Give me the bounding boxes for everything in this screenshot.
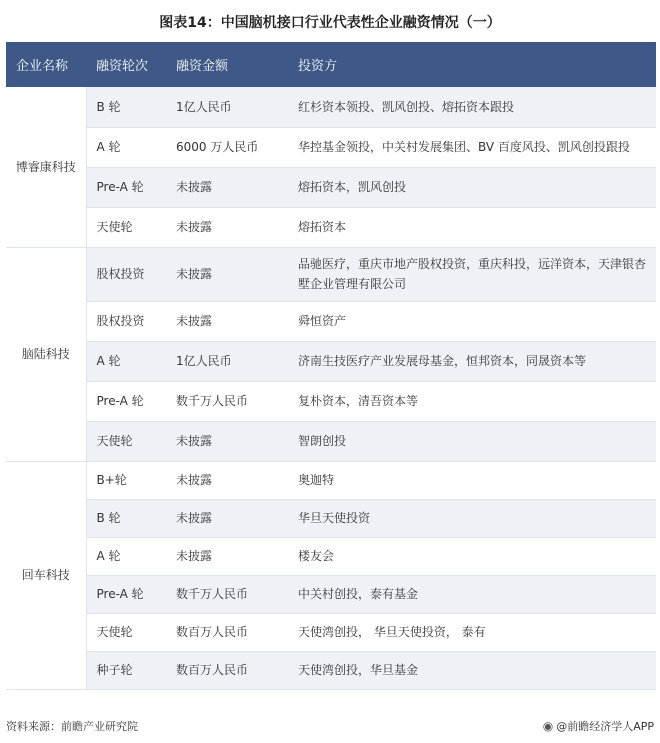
- table-row: [6, 651, 656, 689]
- investors-cell: 舜恒资产: [288, 301, 656, 341]
- amount-cell: 数百万人民币: [166, 613, 288, 651]
- investors-cell: 华控基金领投，中关村发展集团、BV 百度风投、凯风创投跟投: [288, 127, 656, 167]
- brand-label: @前瞻经济学人APP: [556, 720, 654, 733]
- company-name: 回车科技: [6, 461, 86, 689]
- round-cell: Pre-A 轮: [86, 381, 166, 421]
- round-cell: A 轮: [86, 127, 166, 167]
- round-cell: 股权投资: [86, 301, 166, 341]
- round-cell: A 轮: [86, 341, 166, 381]
- brand-credit: [543, 718, 654, 734]
- table-row: [6, 537, 656, 575]
- table-header-row: [6, 42, 656, 87]
- amount-cell: 数千万人民币: [166, 381, 288, 421]
- investors-cell: 中关村创投，泰有基金: [288, 575, 656, 613]
- round-cell: 股权投资: [86, 247, 166, 301]
- amount-cell: 未披露: [166, 461, 288, 499]
- amount-cell: 未披露: [166, 167, 288, 207]
- investors-cell: 智朗创投: [288, 421, 656, 461]
- investors-cell: 楼友会: [288, 537, 656, 575]
- amount-cell: 未披露: [166, 499, 288, 537]
- round-cell: B 轮: [86, 499, 166, 537]
- table-row: [6, 87, 656, 127]
- table-row: [6, 247, 656, 301]
- round-cell: Pre-A 轮: [86, 575, 166, 613]
- amount-cell: 未披露: [166, 207, 288, 247]
- amount-cell: 1亿人民币: [166, 341, 288, 381]
- amount-cell: 1亿人民币: [166, 87, 288, 127]
- table-row: [6, 301, 656, 341]
- round-cell: 天使轮: [86, 613, 166, 651]
- table-row: [6, 341, 656, 381]
- investors-cell: 熔拓资本，凯风创投: [288, 167, 656, 207]
- investors-cell: 熔拓资本: [288, 207, 656, 247]
- round-cell: B 轮: [86, 87, 166, 127]
- investors-cell: 天使湾创投， 华旦天使投资， 泰有: [288, 613, 656, 651]
- header-investors: 投资方: [288, 42, 656, 87]
- page-title: 图表14：中国脑机接口行业代表性企业融资情况（一）: [159, 15, 501, 31]
- round-cell: Pre-A 轮: [86, 167, 166, 207]
- table-row: [6, 381, 656, 421]
- header-round: 融资轮次: [86, 42, 166, 87]
- investors-cell: 复朴资本，清吾资本等: [288, 381, 656, 421]
- amount-cell: 未披露: [166, 301, 288, 341]
- amount-cell: 未披露: [166, 421, 288, 461]
- source-note: 资料来源：前瞻产业研究院: [6, 720, 138, 733]
- investors-cell: 品驰医疗，重庆市地产股权投资，重庆科投，远洋资本，天津银杏墅企业管理有限公司: [288, 247, 656, 301]
- round-cell: B+轮: [86, 461, 166, 499]
- round-cell: 天使轮: [86, 421, 166, 461]
- company-name: 脑陆科技: [6, 247, 86, 461]
- wechat-icon: ◉: [542, 719, 554, 733]
- table-row: [6, 421, 656, 461]
- round-cell: A 轮: [86, 537, 166, 575]
- round-cell: 天使轮: [86, 207, 166, 247]
- table-row: [6, 127, 656, 167]
- investors-cell: 红杉资本领投、凯风创投、熔拓资本跟投: [288, 87, 656, 127]
- amount-cell: 未披露: [166, 537, 288, 575]
- amount-cell: 数千万人民币: [166, 575, 288, 613]
- header-amount: 融资金额: [166, 42, 288, 87]
- amount-cell: 数百万人民币: [166, 651, 288, 689]
- investors-cell: 济南生技医疗产业发展母基金，恒邦资本，同晟资本等: [288, 341, 656, 381]
- amount-cell: 6000 万人民币: [166, 127, 288, 167]
- table-row: [6, 499, 656, 537]
- table-row: [6, 575, 656, 613]
- company-name: 博睿康科技: [6, 87, 86, 247]
- table-row: [6, 207, 656, 247]
- table-row: [6, 167, 656, 207]
- financing-table: [6, 42, 656, 690]
- investors-cell: 天使湾创投，华旦基金: [288, 651, 656, 689]
- investors-cell: 华旦天使投资: [288, 499, 656, 537]
- table-row: [6, 461, 656, 499]
- amount-cell: 未披露: [166, 247, 288, 301]
- round-cell: 种子轮: [86, 651, 166, 689]
- header-company: 企业名称: [6, 42, 86, 87]
- investors-cell: 奥迦特: [288, 461, 656, 499]
- table-row: [6, 613, 656, 651]
